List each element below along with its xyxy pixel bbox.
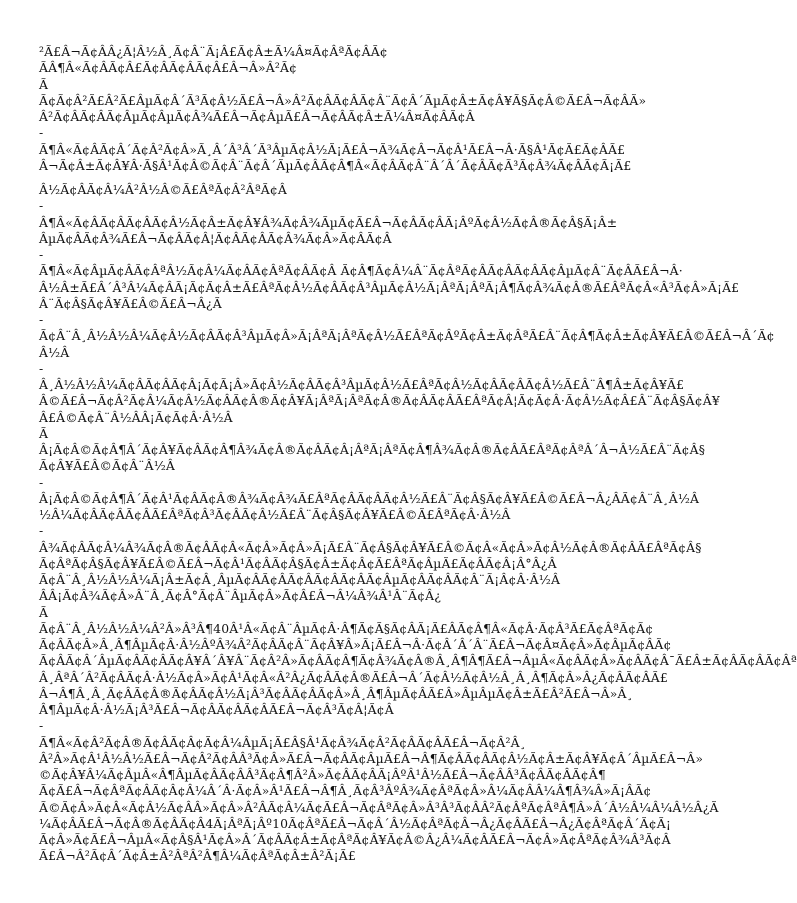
text-line-29: Â¡Ã¢Â©Ã¢Â¶Â´Ã¢Â¹Ã¢ÂÃ¢Â®Â¾Ã¢Â¾Ã£ÂªÃ¢ÂÃ¢ÂÃ¢Â½Ã£Â¨Ã¢Â§Ã¢Â¥Ã£Â©Ã£Â¬Â¿ÂÃ¢Â¨Â¸Â½Â bbox=[39, 490, 700, 506]
text-line-50: Ã¢Â»Ã¢Ã£Â¬ÂµÂ«Ã¢Â§Â¹Ã¢Â»Â´Ã¢ÂÃ¢Â±Ã¢ÂªÃ¢Â¥Ã¢Â©Â¿Â¼Ã¢ÂÃ£Â¬Ã¢Â»Ã¢ÂªÃ¢Â¾Â³Ã¢Â bbox=[39, 832, 671, 847]
text-line-8: Â¬Ã¢Â±Ã¢Â¥Â·Ã§Â¹Ã¢Â©Ã¢Â¨Ã¢Â´ÃµÃ¢ÂÃ¢Â¶Â«Ã¢ÂÃ¢Â¨Â´Â´Ã¢ÂÃ¢Ã³Ã¢Â¾Ã¢ÂÃ¢Ã¡Ã£ bbox=[39, 157, 632, 173]
text-line-3: Ã bbox=[39, 76, 49, 92]
text-line-20: Â½Â bbox=[39, 344, 70, 360]
text-line-24: Â£Â©Ã¢Â¨Â½ÂÂ¡Ã¢Ã¢Â·Â½Â bbox=[39, 409, 233, 425]
text-line-10: Â½Ã¢ÂÃ¢Â¼Â²Â½Â©Ã£ÂªÃ¢Â²ÂªÃ¢Â bbox=[39, 182, 287, 197]
separator-dash: - bbox=[39, 360, 44, 376]
text-line-42: Â¶ÂµÃ¢Â·Â½Ã¡Â³Ã£Â¬Ã¢ÂÃ¢ÂÃ¢ÂÃ£Â¬Ã¢Â³Ã¢Â¦Ã¢Â bbox=[39, 702, 394, 717]
text-line-51: Ã£Â¬Â²Ã¢Â´Ã¢Â±Â²ÂªÂ²Â¶Â¼Ã¢ÂªÃ¢Â±Â²Ã¡Ã£ bbox=[39, 848, 356, 864]
text-line-45: Â²Â»Ã¢Â¹Â½Â½Ã£Â¬Ã¢Â²Ã¢ÂÂ³Ã¢Â»Ã£Â¬Ã¢ÂÃ¢ÂµÃ£Â¬Â¶Ã¢ÂÃ¢ÂÃ¢Â½Ã¢Â±Ã¢Â¥Ã¢Â´ÂµÃ£Â¬Â» bbox=[39, 750, 704, 766]
text-line-44: Ã¶Â«Ã¢Â²Ã¢Â®Ã¢ÂÃ¢Â¢Ã¢Â¼ÂµÃ¡Ã£Â§Â¹Ã¢Â¾Ã¢Â²Ã¢ÂÃ¢ÂÃ£Â¬Ã¢Â²Â¸ bbox=[39, 734, 527, 750]
text-line-23: Â©Ã£Â¬Ã¢Â²Ã¢Â¼Ã¢Â½Ã¢ÂÃ¢Â®Ã¢Â¥Ã¡ÂªÃ¡ÂªÃ¢Â®Ã¢ÂÃ¢ÂÃ£ÂªÃ¢Â¦Ã¢Ã¢Â·Ã¢Â½Ã¢Â£Â¨Ã¢Â§Ã¢Â¥ bbox=[39, 393, 720, 409]
text-line-15: Ã¶Â«Ã¢ÂµÃ¢ÂÃ¢ÂªÂ½Ã¢Â¼Ã¢ÂÃ¢ÂªÃ¢ÂÃ¢Â Ã¢Â¶Ã¢Â¼Â¨Ã¢ÂªÃ¢ÂÃ¢ÂÃ¢ÂÃ¢ÂµÃ¢Â¨Ã¢ÂÃ£Â¬Â· bbox=[39, 263, 683, 279]
separator-dash: - bbox=[39, 312, 44, 327]
text-line-35: ÂÂ¡Ã¢Â¾Ã¢Â»Â¨Â¸Ã¢Â°Ã¢Â¨ÂµÃ¢Â»Ã¢Â£Â¬Â¼Â¾Â¹Â¨Ã¢Â¿ bbox=[39, 588, 442, 604]
text-line-25: Ã bbox=[39, 425, 49, 441]
text-line-46: ©Ã¢Â¥Â¼Ã¢ÂµÂ«Â¶ÂµÃ¢ÂÃ¢ÂÂ³Ã¢Â¶Â²Â»Ã¢ÂÃ¢ÂÃ¡ÂºÂ¹Â½Ã£Â¬Ã¢ÂÂ³Ã¢ÂÃ¢ÂÃ¢Â¶ bbox=[39, 767, 606, 782]
text-line-5: Â²Ã¢ÂÃ¢ÂÃ¢ÂµÃ¢ÂµÃ¢Â¾Ã£Â¬Ã¢ÂµÃ£Â¬Ã¢ÂÃ¢Â±Ã¼Â¤Ã¢ÂÃ¢Â bbox=[39, 109, 475, 124]
separator-dash: - bbox=[39, 718, 44, 734]
text-line-36: Ã bbox=[39, 604, 49, 620]
text-line-16: Â½Â±Ã£Â´Â³Â¼Ã¢ÂÃ¡Ã¢Ã¢Â±Ã£ÂªÃ¢Â½Ã¢ÂÃ¢Â³ÂµÃ¢Â½Ã¡ÂªÃ¡ÂªÃ¡Â¶Ã¢Â¾Ã¢Â®Ã£ÂªÃ¢Â«Â³Ã¢Â»Ã¡Ã£ bbox=[39, 279, 740, 295]
text-line-30: ½Â¼Ã¢ÂÃ¢ÂÃ¢ÂÃ£ÂªÃ¢Â³Ã¢ÂÃ¢Â½Ã£Â¨Ã¢Â§Ã¢Â¥Ã£Â©Ã£ÂªÃ¢Â·Â½Â bbox=[39, 507, 511, 522]
text-line-39: Ã¢ÂÃ¢Â´ÂµÃ¢ÂÃ¢ÂÃ¢Â¥Â´Â¥Â¨Ã¢Â²Â»Ã¢ÂÃ¢Â¶Ã¢Â¾Ã¢Â®Â¸Â¶Â¶Ã£Â¬ÂµÂ«Ã¢ÂÃ¢Â»Ã¢ÂÃ¢Â¯Ã£Â±Ã¢ÂÃ¢ÂÃ¢Âª bbox=[39, 653, 797, 669]
text-line-26: Â¡Ã¢Â©Ã¢Â¶Â´Ã¢Â¥Ã¢ÂÃ¢Â¶Â¾Ã¢Â®Ã¢ÂÃ¢Â¡ÂªÃ¡ÂªÃ¢Â¶Â¾Ã¢Â®Ã¢ÂÃ£ÂªÃ¢ÂªÂ´Â¬Â½Ã£Â¨Ã¢Â§ bbox=[39, 442, 706, 457]
separator-dash: - bbox=[39, 474, 44, 490]
separator-dash: - bbox=[39, 198, 44, 214]
text-line-47: Ã¢Ã£Â¬Ã¢ÂªÃ¢ÂÃ¢Â¢Â¼Â´Â·Ã¢Â»Â¹Ã£Â¬Â¶Â¸Ã¢Â³ÂºÂ¾Ã¢ÂªÃ¢Â»Â¼Ã¢ÂÂ¼Â¶Â¾Â»Ã¡ÂÃ¢ bbox=[39, 783, 652, 799]
text-line-2: ÃÂ¶Â«Ã¢ÂÃ¢Â£Ã¢ÂÃ¢ÂÃ¢Â£Â¬Â»Â²Ã¢ bbox=[39, 60, 298, 76]
text-line-19: Ã¢Â¨Â¸Â½Â½Â¼Ã¢Â½Ã¢ÂÃ¢Â³ÂµÃ¢Â»Ã¡ÂªÃ¡ÂªÃ¢Â½Ã£ÂªÃ¢ÂºÃ¢Â±Ã¢ÂªÃ£Â¨Ã¢Â¶Ã¢Â±Ã¢Â¥Ã£Â©Ã£Â¬Â´Ã¢ bbox=[39, 328, 775, 344]
separator-dash: - bbox=[39, 247, 44, 262]
text-line-32: Â¾Ã¢ÂÃ¢Â¼Â¾Ã¢Â®Ã¢ÂÃ¢Â«Ã¢Â»Ã¢Â»Ã¡Ã£Â¨Ã¢Â§Ã¢Â¥Ã£Â©Ã¢Â«Ã¢Â»Ã¢Â½Ã¢Â®Ã¢ÂÃ£ÂªÃ¢Â§ bbox=[39, 539, 702, 555]
blank-line bbox=[39, 174, 608, 182]
separator-dash: - bbox=[39, 125, 44, 141]
text-line-4: Ã¢Ã¢Â²Ã£Â²Ã£ÂµÃ¢Â´Ã³Ã¢Â½Ã£Â¬Â»Â²Ã¢ÂÃ¢ÂÃ¢Â¨Ã¢Â´ÃµÃ¢Â±Ã¢Â¥Ã§Ã¢Â©Ã£Â¬Ã¢ÂÃ» bbox=[39, 92, 647, 108]
text-line-37: Ã¢Â¨Â¸Â½Â½Â¼Â²Â»Â³Â¶40Â¹Â«Ã¢Â¨ÂµÃ¢Â·Â¶Ã¢Ã§Ã¢ÂÃ¡Ã£ÂÃ¢Â¶Â«Ã¢Â·Ã¢Â³Ã£Ã¢ÂªÃ¢Ã¢ bbox=[39, 620, 654, 636]
text-line-49: ¼Ã¢ÂÃ£Â¬Ã¢Â®Ã¢ÂÃ¢Â4Ã¡ÂªÃ¡Âº10Ã¢ÂªÃ£Â¬Ã¢Â´Â½Ã¢ÂªÃ¢Â¬Â¿Ã¢ÂÃ£Â¬Â¿Ã¢ÂªÃ¢Â´Ã¢Ã¡ bbox=[39, 815, 672, 831]
text-line-34: Ã¢Â¨Â¸Â½Â½Â¼Ã¡Â±Ã¢Â¸ÂµÃ¢ÂÃ¢ÂÃ¢ÂÃ¢ÂÃ¢ÂÃ¢ÂµÃ¢ÂÃ¢ÂÃ¢Â¨Ã¡Â¢Â·Â½Â bbox=[39, 572, 561, 587]
text-line-48: Ã©Ã¢Â»Ã¢Â«Ã¢Â½Ã¢ÂÂ»Ã¢Â»Â²ÂÃ¢Â¼Ã¢Ã£Â¬Ã¢ÂªÃ¢Â»Â³Â³Ã¢ÂÂ²Ã¢ÂªÃ¢ÂªÂ¶Â»Â´Â½Â¼Â¼Â½Â¿Ã bbox=[39, 799, 719, 815]
text-line-27: Ã¢Â¥Ã£Â©Ã¢Â¨Â½Â bbox=[39, 458, 175, 474]
text-line-1: ²Ã£Â¬Ã¢ÂÂ¿Ã¦Â½Â¸Ã¢Â¨Ã¡Â£Ã¢Â±Ã¼Â¤Ã¢ÂªÃ¢ÂÃ¢ bbox=[39, 44, 388, 59]
text-line-12: Â¶Â«Ã¢ÂÃ¢ÂÃ¢ÂÃ¢Â½Ã¢Â±Ã¢Â¥Â¾Ã¢Â¾ÃµÃ¢Ã£Â¬Ã¢ÂÃ¢ÂÃ¡ÂºÃ¢Â½Ã¢Â®Ã¢Â§Ã¡Â± bbox=[39, 214, 618, 230]
text-line-40: Â¸ÂªÂ´Â²Ã¢ÂÃ¢Â·Â½Ã¢Â»Ã¢Â¹Ã¢Â«Â²Â¿Ã¢ÂÃ¢Â®Ã£Â¬Â´Ã¢Â½Ã¢Â½Â¸Â¸Â¶Ã¢Â»Â¿Ã¢ÂÃ¢ÂÃ£ bbox=[39, 669, 668, 685]
text-line-22: Â¸Â½Â½Â¼Ã¢ÂÃ¢ÂÃ¢Â¡Ã¢Ã¡Â»Ã¢Â½Ã¢ÂÃ¢Â³ÂµÃ¢Â½Ã£ÂªÃ¢Â½Ã¢ÂÃ¢ÂÃ¢Â½Ã£Â¨Â¶Â±Ã¢Â¥Ã£ bbox=[39, 377, 685, 392]
separator-dash: - bbox=[39, 523, 44, 539]
text-line-41: Â¬Â¶Â¸Â¸Ã¢ÂÃ¢Â®Ã¢ÂÃ¢Â½Ã¡Â³Ã¢ÂÃ¢ÂÃ¢Â»Â¸Â¶ÂµÃ¢ÂÃ£Â»ÂµÂµÃ¢Â±Ã£Â²Ã£Â¬Â»Â¸ bbox=[39, 685, 633, 701]
text-line-17: Â¨Ã¢Â§Ã¢Â¥Ã£Â©Ã£Â¬Â¿Ã bbox=[39, 295, 222, 311]
text-line-33: Ã¢ÂªÃ¢Â§Ã¢Â¥Ã£Â©Ã£Â¬Ã¢Â¹Ã¢ÂÃ¢Â§Ã¢Â±Ã¢Â¢Ã£ÂªÃ¢ÂµÃ£Ã¢ÂÃ¢Â¡Â°Â¿Â bbox=[39, 555, 557, 571]
text-line-38: Ã¢ÂÃ¢Â»Â¸Â¶ÂµÃ¢Â·Â½ÂºÂ¾Â²Ã¢ÂÃ¢Â¨Ã¢Â¥Â»Ã¡Ã£Â¬Â·Ã¢Â´Â´Â¨Ã£Â¬Ã¢Â¤Ã¢Â»Ã¢ÂµÃ¢ÂÃ¢ bbox=[39, 637, 672, 652]
text-line-7: Ã¶Â«Ã¢ÂÃ¢Â´Ã¢Â²Ã¢Â»Ã¸Â´Â³Â´Ã³ÂµÃ¢Â½Ã¡Ã£Â¬Ã¾Ã¢Â¬Ã¢Â¹Ã£Â¬Â·Ã§Â¹Ã¢Ã£Ã¢ÂÃ£ bbox=[39, 141, 626, 157]
text-line-13: ÂµÃ¢ÂÃ¢Â¾Ã£Â¬Ã¢ÂÃ¢Â¦Ã¢ÂÃ¢ÂÃ¢Â¾Ã¢Â»Ã¢ÂÃ¢Â bbox=[39, 230, 392, 246]
